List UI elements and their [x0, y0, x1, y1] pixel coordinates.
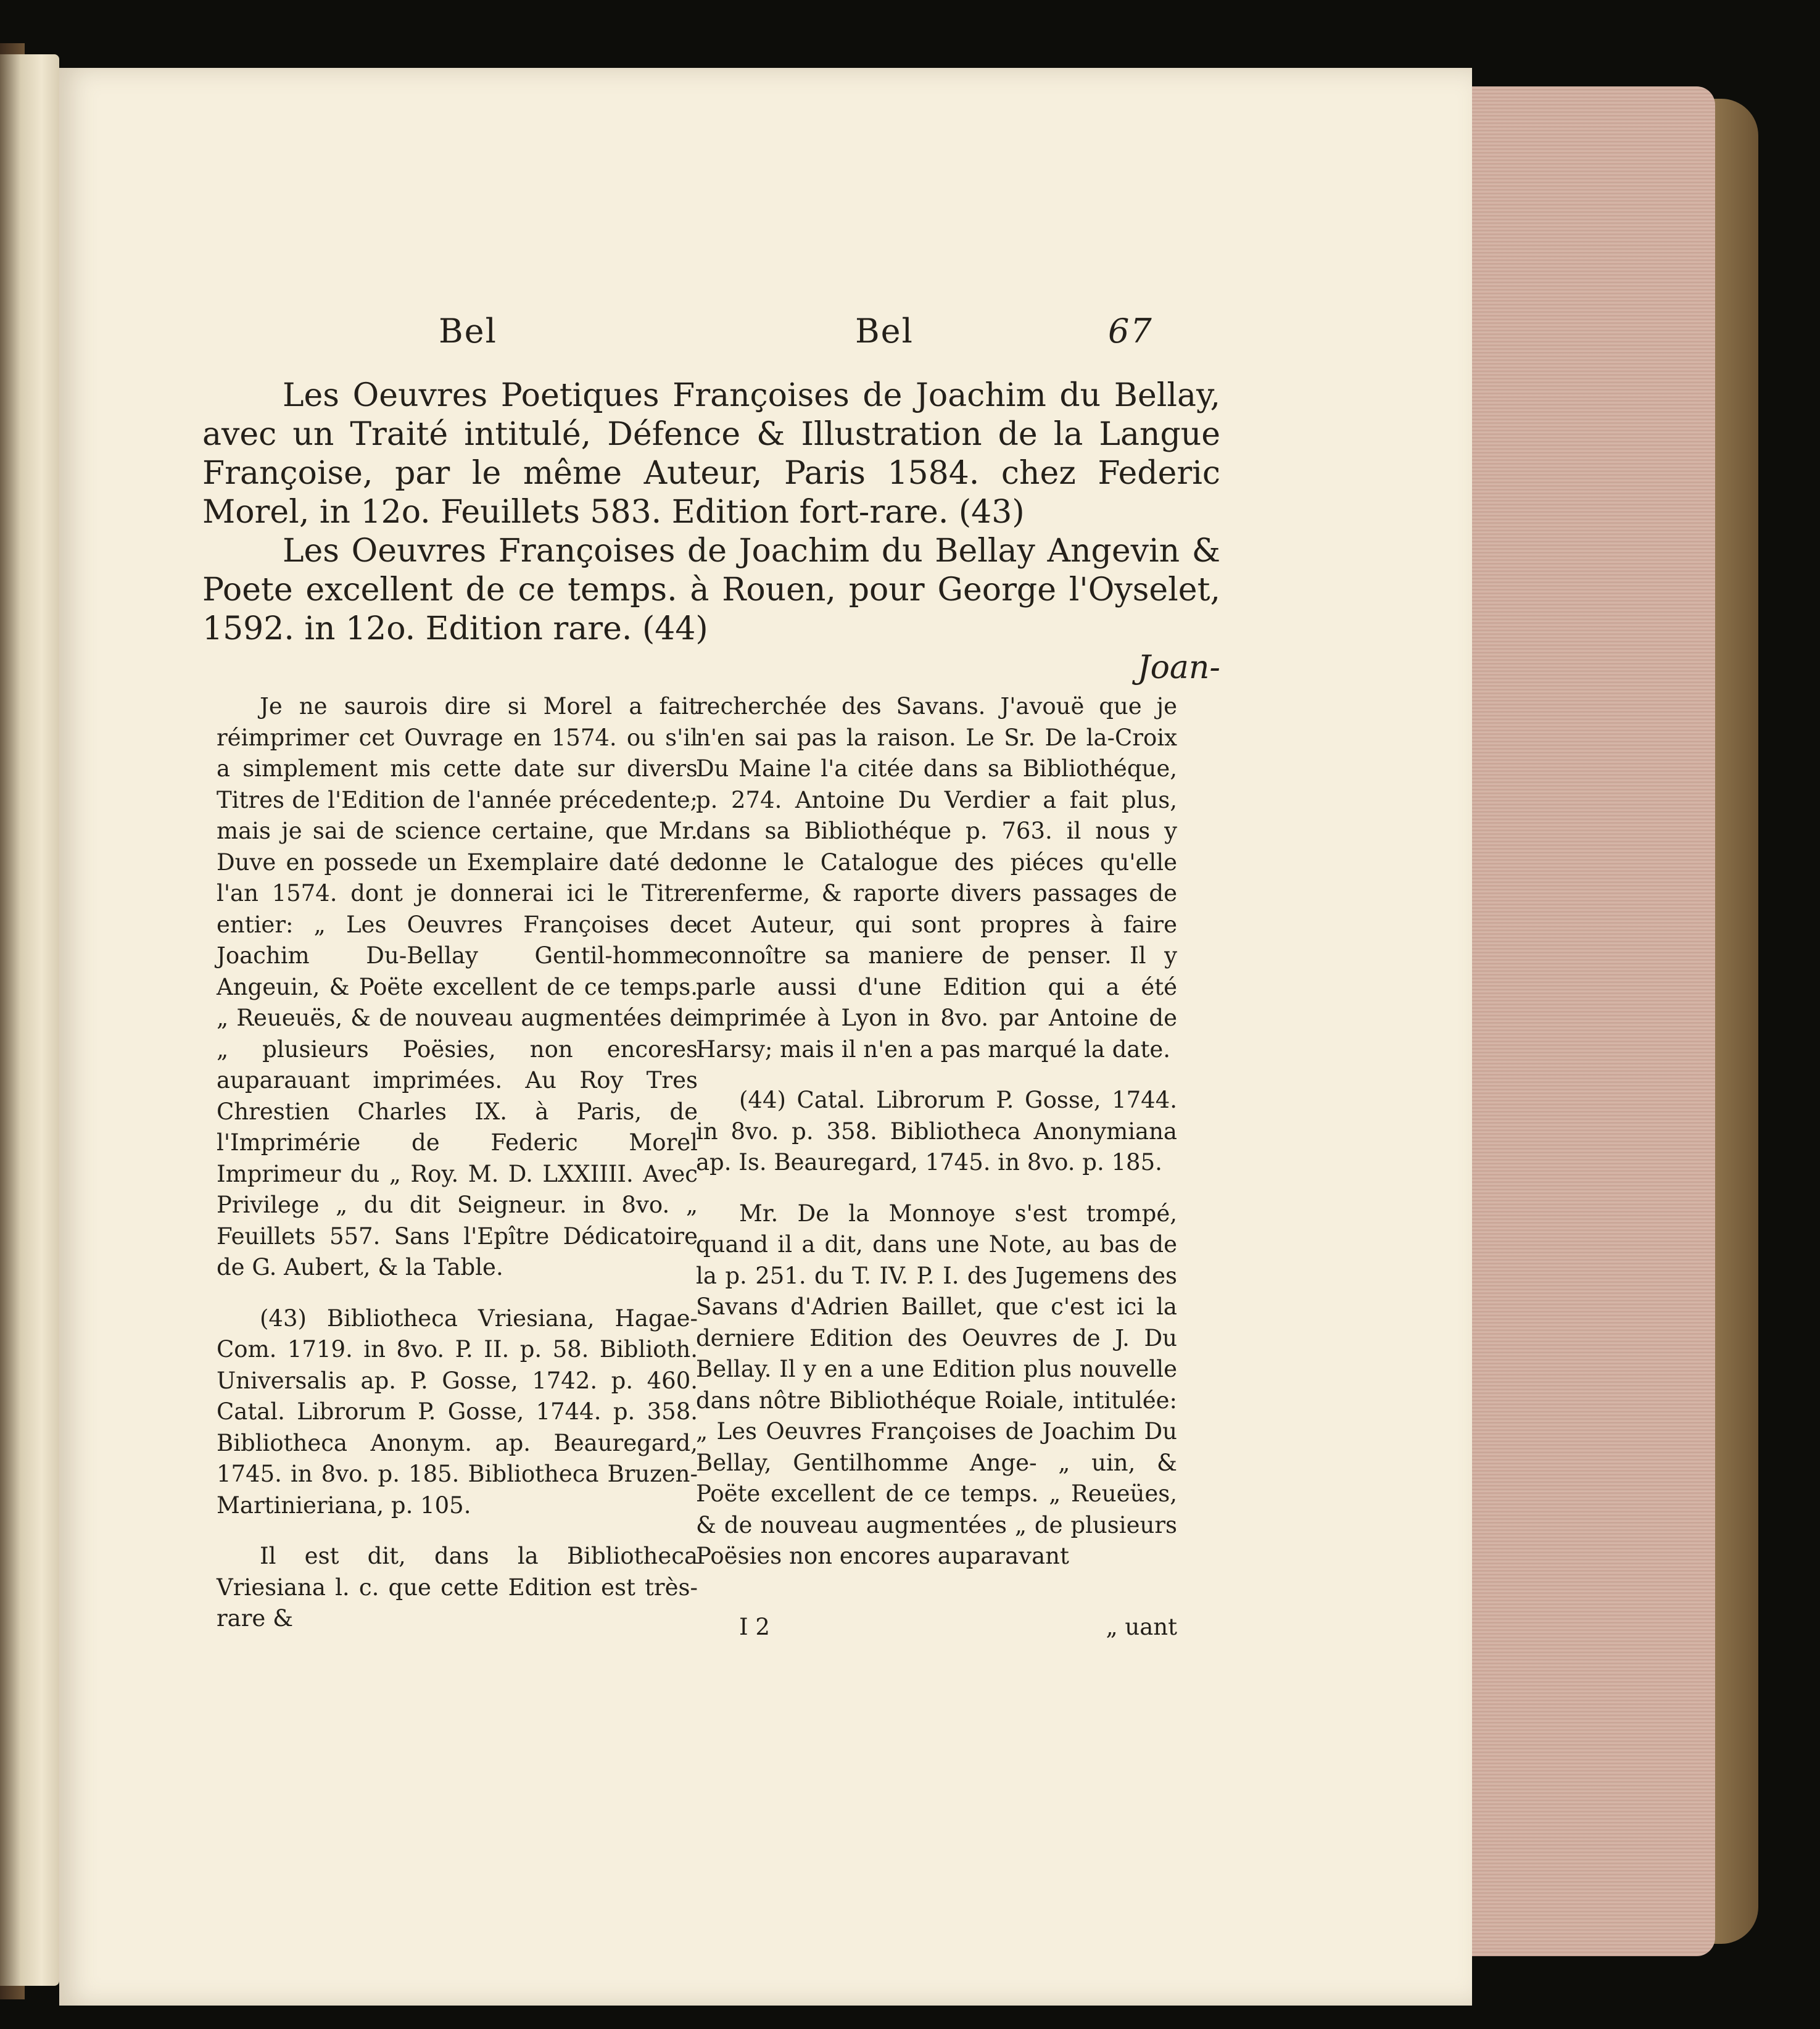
left-column	[217, 691, 698, 1654]
running-head	[59, 312, 1472, 361]
main-entry-1: Les Oeuvres Poetiques Françoises de Joachim du Bellay, avec un Traité intitulé, Défence & Illustration de la Langue Françoise, par le même Auteur, Paris 1584. chez Federic Morel, in 12o. Feuillets 583. Edition fort-rare. (43)	[202, 377, 1220, 531]
running-head-left: Bel	[439, 312, 497, 351]
main-entry-2: Les Oeuvres Françoises de Joachim du Bellay Angevin & Poete excellent de ce temps. à Rouen, pour George l'Oyselet, 1592. in 12o. Edition rare. (44)	[202, 533, 1220, 647]
page-number: 67	[1108, 312, 1153, 351]
left-paragraph-1: Je ne saurois dire si Morel a fait réimprimer cet Ouvrage en 1574. ou s'il a simplement mis cette date sur divers Titres de l'Edition de l'année précedente; mais je sai de science certaine, que Mr. Duve en possede un Exemplaire daté de l'an 1574. dont je donnerai ici le Titre entier: „ Les Oeuvres Françoises de Joachim Du-Bellay Gentil-homme Angeuin, & Poëte excellent de ce temps. „ Reueuës, & de nouveau augmentées de „ plusieurs Poësies, non encores auparauant imprimées. Au Roy Tres Chrestien Charles IX. à Paris, de l'Imprimérie de Federic Morel Imprimeur du „ Roy. M. D. LXXIIII. Avec Privilege „ du dit Seigneur. in 8vo. „ Feuillets 557. Sans l'Epître Dédicatoire de G. Aubert, & la Table.	[217, 693, 698, 1280]
left-paragraph-2: (43) Bibliotheca Vriesiana, Hagae-Com. 1719. in 8vo. P. II. p. 58. Biblioth. Universalis ap. P. Gosse, 1742. p. 460. Catal. Librorum P. Gosse, 1744. p. 358. Bibliotheca Anonym. ap. Beauregard, 1745. in 8vo. p. 185. Bibliotheca Bruzen-Martinieriana, p. 105.	[217, 1305, 698, 1519]
book-page	[59, 68, 1472, 2006]
main-entries	[202, 376, 1220, 687]
right-paragraph-2: (44) Catal. Librorum P. Gosse, 1744. in 8vo. p. 358. Bibliotheca Anonymiana ap. Is. Beauregard, 1745. in 8vo. p. 185.	[696, 1087, 1177, 1176]
catchword-main: Joan-	[1137, 649, 1220, 686]
signature-mark: I 2	[739, 1614, 770, 1640]
right-column	[696, 691, 1177, 1592]
left-paragraph-3: Il est dit, dans la Bibliotheca Vriesiana l. c. que cette Edition est très-rare &	[217, 1543, 698, 1632]
page-block-edge	[1456, 86, 1715, 1956]
right-paragraph-1: recherchée des Savans. J'avouë que je n'en sai pas la raison. Le Sr. De la-Croix Du Maine l'a citée dans sa Bibliothéque, p. 274. Antoine Du Verdier a fait plus, dans sa Bibliothéque p. 763. il nous y donne le Catalogue des piéces qu'elle renferme, & raporte divers passages de cet Auteur, qui sont propres à faire connoître sa maniere de penser. Il y parle aussi d'une Edition qui a été imprimée à Lyon in 8vo. par Antoine de Harsy; mais il n'en a pas marqué la date.	[696, 693, 1177, 1063]
right-paragraph-3: Mr. De la Monnoye s'est trompé, quand il a dit, dans une Note, au bas de la p. 251. du T. IV. P. I. des Jugemens des Savans d'Adrien Baillet, que c'est ici la derniere Edition des Oeuvres de J. Du Bellay. Il y en a une Edition plus nouvelle dans nôtre Bibliothéque Roiale, intitulée: „ Les Oeuvres Françoises de Joachim Du Bellay, Gentilhomme Ange- „ uin, & Poëte excellent de ce temps. „ Reueües, & de nouveau augmentées „ de plusieurs Poësies non encores auparavant	[696, 1200, 1177, 1569]
running-head-center: Bel	[855, 312, 914, 351]
catchword-footer: „ uant	[1106, 1614, 1177, 1640]
left-page-edge	[0, 54, 59, 1986]
